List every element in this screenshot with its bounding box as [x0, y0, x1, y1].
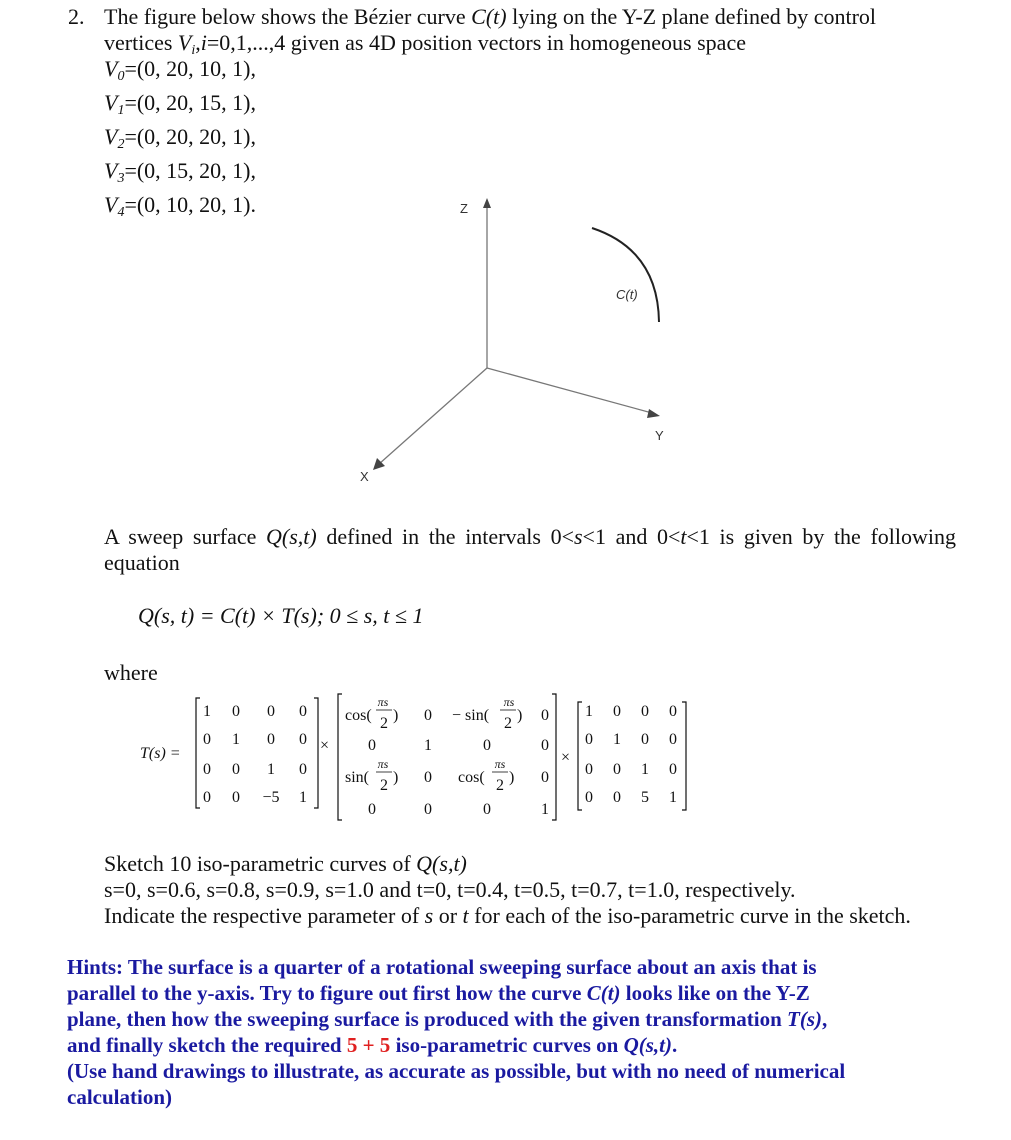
times-1: × [320, 737, 330, 754]
m3-cell: 0 [669, 703, 677, 720]
task-t: t [462, 903, 469, 928]
m2-frac-num: πs [503, 695, 515, 709]
hints-block [67, 954, 967, 1110]
index-var: i [200, 30, 207, 55]
matrix-3 [585, 703, 677, 806]
vertex-symbol: V [177, 30, 192, 55]
x-axis [379, 368, 487, 464]
m2-zero: 0 [541, 737, 549, 754]
m3-cell: 0 [613, 761, 621, 778]
m2-close: ) [509, 769, 515, 786]
m2-zero: 0 [541, 707, 549, 724]
m2-zero: 0 [483, 801, 491, 818]
m2-zero: 0 [483, 737, 491, 754]
task-s: s [424, 903, 434, 928]
task-text: for each of the iso-parametric curve in the sketch. [474, 903, 911, 928]
task-line-2: s=0, s=0.6, s=0.8, s=0.9, s=1.0 and t=0, t=0.4, t=0.5, t=0.7, t=1.0, respectively. [104, 877, 796, 902]
m2-neg-sin: − sin( [452, 707, 490, 724]
t-var: t [680, 524, 687, 549]
m2-sin: sin( [345, 769, 369, 786]
vertex-item: $V_4=(0$, 10, 20, 1). [104, 192, 257, 220]
z-axis-arrow [483, 198, 491, 208]
m1-right-bracket [314, 698, 318, 808]
m3-cell: 0 [669, 761, 677, 778]
z-axis-label: Z [460, 201, 468, 216]
bezier-curve [592, 228, 659, 322]
task-text: Indicate the respective parameter of [104, 903, 420, 928]
hint-line: parallel to the y-axis. Try to figure out first how the curve C(t) looks like on the Y-Z [67, 981, 810, 1005]
sweep-text-b: defined in the intervals 0< [326, 524, 574, 549]
matrix-1 [203, 703, 307, 806]
task-line-1 [104, 851, 467, 877]
where-label: where [104, 660, 158, 685]
m2-zero: 0 [424, 707, 432, 724]
m1-cell: 0 [299, 731, 307, 748]
m3-cell: 0 [613, 789, 621, 806]
hint-count-highlight: 5 + 5 [346, 1033, 391, 1057]
sweep-text-a: A sweep surface [104, 524, 257, 549]
hint-line: Hints: The surface is a quarter of a rotational sweeping surface about an axis that is [67, 955, 817, 979]
intro-text-a: The figure below shows the Bézier curve [104, 4, 466, 29]
m2-frac-num: πs [494, 757, 506, 771]
y-axis [487, 368, 652, 413]
curve-symbol: C(t) [471, 4, 507, 29]
m1-cell: 0 [299, 761, 307, 778]
task-surface: Q(s,t) [416, 851, 467, 876]
m1-cell: 0 [267, 703, 275, 720]
m1-cell: 1 [232, 731, 240, 748]
sweep-text-d: <1 is given by the following [686, 524, 956, 549]
m1-cell: 0 [203, 731, 211, 748]
m2-frac-den: 2 [380, 777, 388, 794]
m2-frac-den: 2 [504, 715, 512, 732]
vertex-item: $V_2=(0$, 20, 20, 1), [104, 124, 257, 152]
m1-cell: 0 [203, 761, 211, 778]
m3-cell: 1 [669, 789, 677, 806]
m3-cell: 0 [669, 731, 677, 748]
m3-cell: 0 [585, 761, 593, 778]
hint-line: plane, then how the sweeping surface is produced with the given transformation T(s), [67, 1007, 828, 1031]
intro-line2-c: =0,1,...,4 given as 4D position vectors in homogeneous space [206, 30, 746, 55]
hint-line: and finally sketch the required 5 + 5 iso-parametric curves on Q(s,t). [67, 1033, 678, 1057]
intro-line2-b: , [195, 30, 201, 55]
m3-cell: 0 [641, 703, 649, 720]
surface-symbol: Q(s,t) [266, 524, 317, 549]
m3-cell: 1 [613, 731, 621, 748]
m2-frac-num: πs [377, 757, 389, 771]
intro-text-b: lying on the Y-Z plane defined by control [512, 4, 877, 29]
task-text: or [438, 903, 458, 928]
sweep-equation: Q(s, t) = C(t) × T(s); 0 ≤ s, t ≤ 1 [138, 603, 424, 628]
transform-matrix [0, 690, 1011, 830]
m1-left-bracket [196, 698, 200, 808]
vertex-subscript: i [191, 43, 196, 58]
matrix-lhs: T(s) = [140, 745, 181, 762]
m2-left-bracket [338, 694, 342, 820]
m1-cell: 0 [203, 789, 211, 806]
m1-cell: 0 [232, 761, 240, 778]
m1-cell: 1 [267, 761, 275, 778]
m2-close: ) [393, 769, 399, 786]
m3-cell: 0 [613, 703, 621, 720]
m3-left-bracket [578, 702, 582, 810]
m2-cos: cos( [345, 707, 372, 724]
m1-cell: 0 [267, 731, 275, 748]
m3-cell: 0 [585, 731, 593, 748]
sweep-text-c: <1 and 0< [582, 524, 681, 549]
m2-zero: 0 [424, 801, 432, 818]
problem-number: 2. [68, 4, 85, 29]
m1-cell: 0 [232, 703, 240, 720]
axes-figure [0, 0, 1011, 520]
m3-cell: 0 [585, 789, 593, 806]
vertex-item: $V_3=(0$, 15, 20, 1), [104, 158, 257, 186]
m2-close: ) [393, 707, 399, 724]
m2-zero: 0 [368, 737, 376, 754]
m3-right-bracket [682, 702, 686, 810]
m2-frac-den: 2 [496, 777, 504, 794]
s-var: s [573, 524, 583, 549]
m3-cell: 0 [641, 731, 649, 748]
task-line-3 [104, 903, 911, 929]
matrix-2 [345, 695, 549, 818]
m3-cell: 1 [641, 761, 649, 778]
m3-cell: 5 [641, 789, 649, 806]
curve-label: C(t) [616, 287, 638, 302]
m2-right-bracket [552, 694, 556, 820]
y-axis-label: Y [655, 428, 664, 443]
vertex-item: $V_1=(0$, 20, 15, 1), [104, 90, 257, 118]
intro-line2-a: vertices [104, 30, 173, 55]
m2-one: 1 [424, 737, 432, 754]
m1-cell: 1 [299, 789, 307, 806]
sweep-paragraph [104, 524, 956, 550]
m2-zero: 0 [541, 769, 549, 786]
m2-cos: cos( [458, 769, 485, 786]
m1-cell: −5 [262, 789, 280, 806]
m2-one: 1 [541, 801, 549, 818]
m1-cell: 0 [232, 789, 240, 806]
m3-cell: 1 [585, 703, 593, 720]
x-axis-label: X [360, 469, 369, 484]
task-text: Sketch 10 iso-parametric curves of [104, 851, 411, 876]
sweep-paragraph-end: equation [104, 550, 180, 575]
m1-cell: 1 [203, 703, 211, 720]
m2-zero: 0 [424, 769, 432, 786]
m2-zero: 0 [368, 801, 376, 818]
hint-line: calculation) [67, 1085, 172, 1109]
hint-line: (Use hand drawings to illustrate, as accurate as possible, but with no need of numerical [67, 1059, 846, 1083]
m2-frac-num: πs [377, 695, 389, 709]
m1-cell: 0 [299, 703, 307, 720]
m2-frac-den: 2 [380, 715, 388, 732]
times-2: × [561, 749, 571, 766]
vertex-item: $V_0=(0$, 20, 10, 1), [104, 56, 257, 84]
y-axis-arrow [647, 409, 660, 418]
m2-close: ) [517, 707, 523, 724]
